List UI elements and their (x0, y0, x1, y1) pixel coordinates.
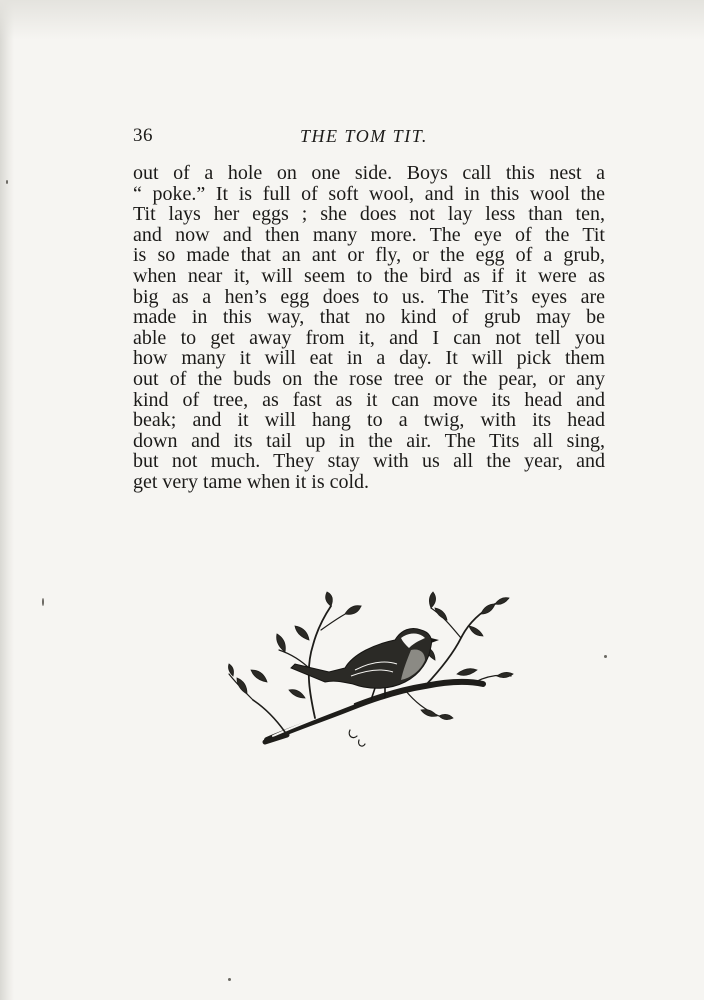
bird-on-branch-icon (225, 590, 520, 750)
text-line: Tit lays her eggs ; she does not lay less than ten, (133, 203, 605, 226)
text-line: when near it, will seem to the bird as if it were as (133, 264, 605, 287)
print-speck (42, 598, 44, 606)
text-line: “ poke.” It is full of soft wool, and in this wool the (133, 182, 605, 205)
text-line: how many it will eat in a day. It will pick them (133, 347, 605, 370)
text-line: and now and then many more. The eye of the Tit (133, 223, 605, 246)
running-title: THE TOM TIT. (300, 126, 428, 146)
text-line: get very tame when it is cold. (133, 470, 370, 493)
text-line: down and its tail up in the air. The Tits all sing, (133, 429, 605, 452)
text-line: kind of tree, as fast as it can move its head and (133, 388, 605, 411)
print-speck (6, 180, 8, 184)
text-line: beak; and it will hang to a twig, with its head (133, 409, 605, 432)
text-line: able to get away from it, and I can not tell you (133, 326, 605, 349)
text-line: big as a hen’s egg does to us. The Tit’s eyes are (133, 285, 605, 308)
body-paragraph (133, 163, 605, 493)
page-edge-shadow (0, 0, 14, 1000)
text-line: out of a hole on one side. Boys call this nest a (133, 162, 605, 184)
page-top-shadow (0, 0, 704, 40)
text-line: out of the buds on the rose tree or the pear, or any (133, 367, 605, 390)
print-speck (604, 655, 607, 658)
print-speck (228, 978, 231, 981)
text-line: made in this way, that no kind of grub may be (133, 306, 605, 329)
text-line: but not much. They stay with us all the year, and (133, 450, 605, 473)
text-line: is so made that an ant or fly, or the egg of a grub, (133, 244, 605, 267)
page-number: 36 (133, 125, 153, 146)
